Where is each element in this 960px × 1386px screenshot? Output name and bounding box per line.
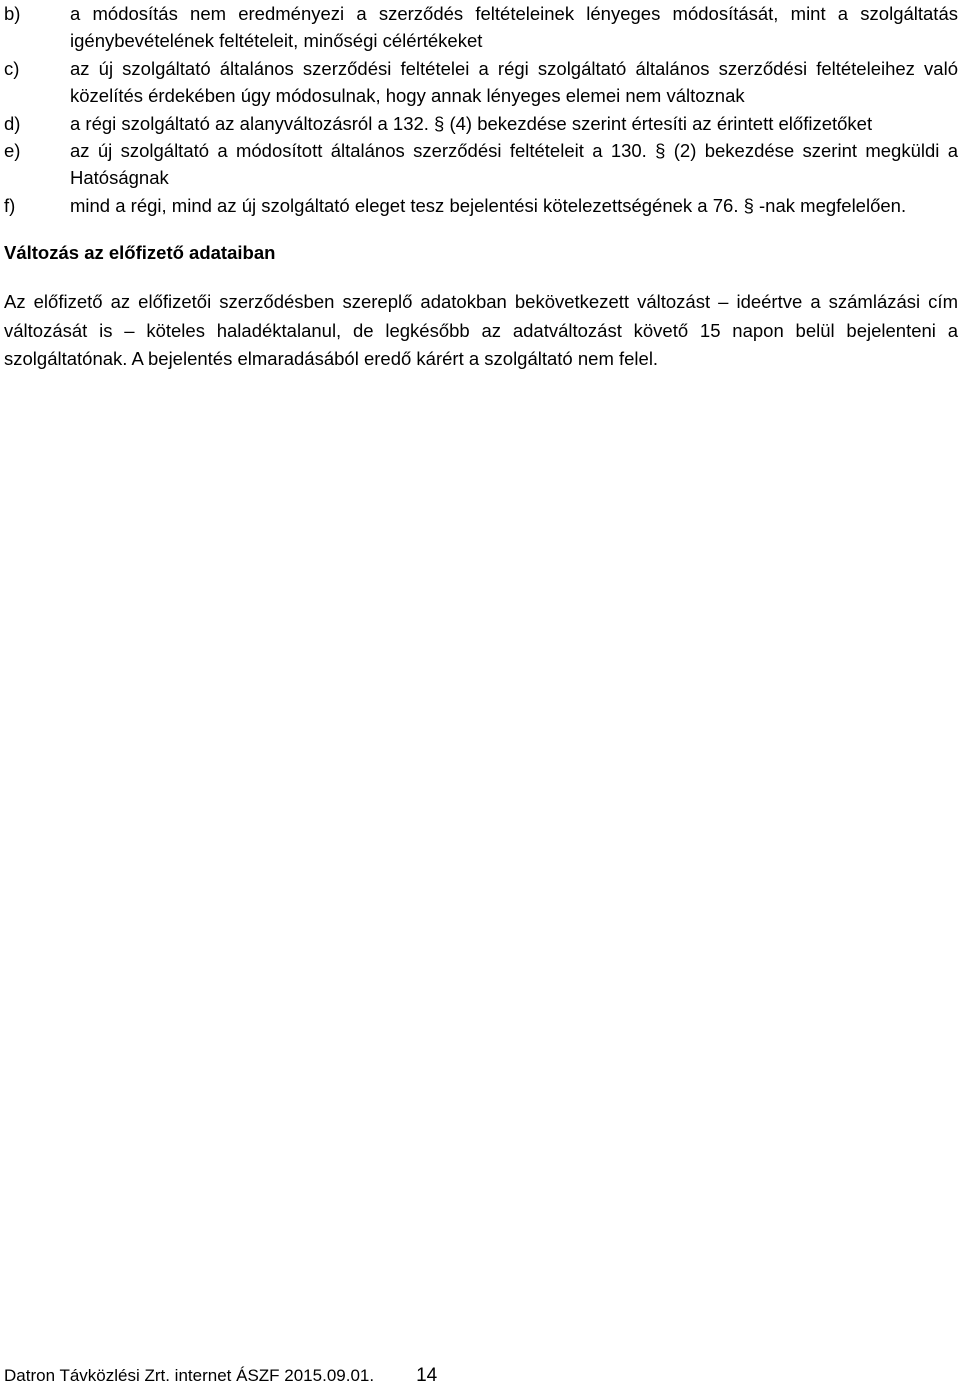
list-item: [4, 110, 958, 137]
list-marker: d): [4, 112, 21, 134]
list-item-text: a régi szolgáltató az alanyváltozásról a 132. § (4) bekezdése szerint értesíti az érintett előfizetőket: [70, 112, 873, 134]
list-item: [4, 192, 958, 219]
list-marker: e): [4, 140, 21, 162]
list-item: [4, 55, 958, 110]
list-item-text: az új szolgáltató általános szerződési feltételei a régi szolgáltató általános szerződési feltételeihez való közelítés érdekében úgy módosulnak, hogy annak lényeges elemei nem változnak: [70, 57, 958, 107]
section-heading: Változás az előfizető adataiban: [4, 242, 276, 264]
list-marker: c): [4, 57, 20, 79]
list-item: [4, 137, 958, 192]
list-item-text: az új szolgáltató a módosított általános szerződési feltételeit a 130. § (2) bekezdése szerint megküldi a Hatóságnak: [70, 140, 958, 189]
page-footer: [4, 1366, 437, 1386]
page-number: 14: [416, 1365, 438, 1386]
footer-label: Datron Távközlési Zrt. internet ÁSZF 2015.09.01.: [4, 1366, 375, 1385]
list-item: [4, 0, 958, 55]
document-page: [4, 0, 958, 374]
list-marker: b): [4, 3, 21, 24]
list-item-text: mind a régi, mind az új szolgáltató eleget tesz bejelentési kötelezettségének a 76. § -nak megfelelően.: [70, 194, 907, 216]
list-item-text: a módosítás nem eredményezi a szerződés feltételeinek lényeges módosítását, mint a szolgáltatás igénybevételének feltételeit, minőségi célértékeket: [70, 3, 958, 52]
conditions-list: [4, 0, 958, 219]
section-paragraph: Az előfizető az előfizetői szerződésben szereplő adatokban bekövetkezett változást – ideértve a számlázási cím változását is – köteles haladéktalanul, de legkésőbb az adatváltozást követő 15 napon belül bejelenteni a szolgáltatónak. A bejelentés elmaradásából eredő kárért a szolgáltató nem felel.: [4, 291, 958, 370]
list-marker: f): [4, 194, 16, 216]
